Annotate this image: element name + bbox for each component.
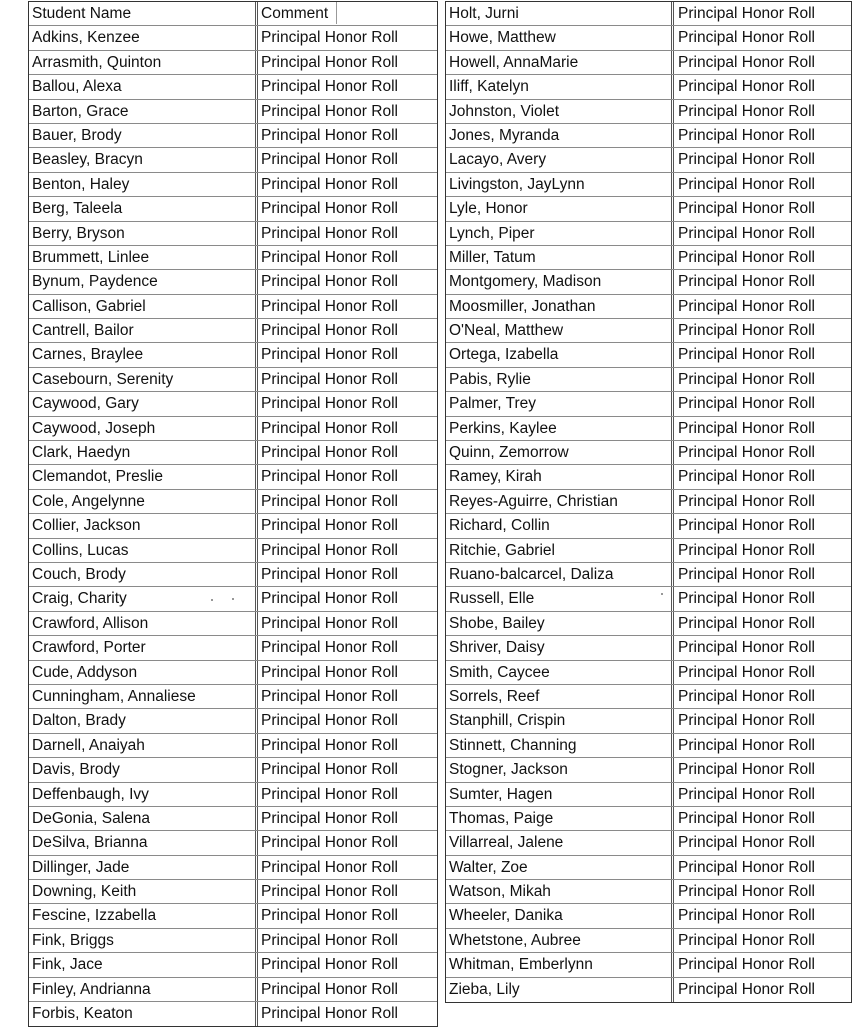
table-row [29,100,437,124]
student-name-cell: Reyes-Aguirre, Christian [446,490,674,513]
comment-cell: Principal Honor Roll [261,1005,398,1023]
table-row [29,75,437,99]
table-row [446,661,851,685]
scan-speck [661,593,663,595]
student-name-cell: Clark, Haedyn [29,441,258,464]
comment-cell: Principal Honor Roll [261,687,398,705]
student-name-cell: Villarreal, Jalene [446,831,674,854]
comment-cell: Principal Honor Roll [261,809,398,827]
student-name-cell: Iliff, Katelyn [446,75,674,98]
table-row [29,734,437,758]
header-comment-label: Comment [261,2,337,24]
comment-cell: Principal Honor Roll [678,78,815,96]
comment-cell: Principal Honor Roll [678,712,815,730]
student-name-cell: Whitman, Emberlynn [446,953,674,976]
student-name-cell: Cole, Angelynne [29,490,258,513]
comment-cell: Principal Honor Roll [678,883,815,901]
student-name-cell: Cantrell, Bailor [29,319,258,342]
table-row [29,831,437,855]
student-name-cell: Zieba, Lily [446,978,674,1002]
comment-cell: Principal Honor Roll [678,297,815,315]
comment-cell: Principal Honor Roll [678,492,815,510]
table-row [446,685,851,709]
table-row [29,880,437,904]
student-name-cell: Lacayo, Avery [446,148,674,171]
table-row [29,539,437,563]
student-name-cell: Finley, Andrianna [29,978,258,1001]
table-row [446,417,851,441]
student-name-cell: Shriver, Daisy [446,636,674,659]
comment-cell: Principal Honor Roll [261,907,398,925]
scan-speck [211,599,213,601]
comment-cell: Principal Honor Roll [678,370,815,388]
table-row [29,343,437,367]
comment-cell: Principal Honor Roll [678,590,815,608]
student-name-cell: Cude, Addyson [29,661,258,684]
comment-cell: Principal Honor Roll [678,248,815,266]
student-name-cell: Ruano-balcarcel, Daliza [446,563,674,586]
table-row [446,197,851,221]
student-name-cell: Sorrels, Reef [446,685,674,708]
table-row [446,807,851,831]
student-name-cell: Shobe, Bailey [446,612,674,635]
table-row [446,612,851,636]
table-row [446,148,851,172]
table-row [29,807,437,831]
comment-cell: Principal Honor Roll [678,322,815,340]
comment-cell: Principal Honor Roll [261,419,398,437]
table-row [29,26,437,50]
student-name-cell: Watson, Mikah [446,880,674,903]
comment-cell: Principal Honor Roll [261,712,398,730]
student-name-cell: Berry, Bryson [29,222,258,245]
comment-cell: Principal Honor Roll [261,785,398,803]
comment-cell: Principal Honor Roll [261,29,398,47]
table-row [446,734,851,758]
comment-cell: Principal Honor Roll [261,883,398,901]
table-row [446,929,851,953]
comment-cell: Principal Honor Roll [261,346,398,364]
table-row [29,148,437,172]
table-header-row [29,2,437,26]
comment-cell: Principal Honor Roll [261,956,398,974]
table-row [446,270,851,294]
table-row [446,295,851,319]
table-row [29,709,437,733]
comment-cell: Principal Honor Roll [678,468,815,486]
table-row [446,246,851,270]
student-name-cell: DeSilva, Brianna [29,831,258,854]
table-row [29,612,437,636]
table-row [446,831,851,855]
student-name-cell: Forbis, Keaton [29,1002,258,1026]
table-row [29,904,437,928]
student-name-cell: Clemandot, Preslie [29,465,258,488]
table-row [446,392,851,416]
student-name-cell: Walter, Zoe [446,856,674,879]
student-name-cell: Davis, Brody [29,758,258,781]
comment-cell: Principal Honor Roll [261,663,398,681]
table-row [29,270,437,294]
table-row [29,222,437,246]
comment-cell: Principal Honor Roll [678,761,815,779]
student-name-cell: Deffenbaugh, Ivy [29,783,258,806]
comment-cell: Principal Honor Roll [261,834,398,852]
student-name-cell: Smith, Caycee [446,661,674,684]
comment-cell: Principal Honor Roll [678,614,815,632]
comment-cell: Principal Honor Roll [678,29,815,47]
student-name-cell: Collins, Lucas [29,539,258,562]
student-name-cell: O'Neal, Matthew [446,319,674,342]
table-row [29,978,437,1002]
student-name-cell: Crawford, Allison [29,612,258,635]
comment-cell: Principal Honor Roll [678,809,815,827]
student-name-cell: Montgomery, Madison [446,270,674,293]
comment-cell: Principal Honor Roll [678,175,815,193]
student-name-cell: Howell, AnnaMarie [446,51,674,74]
student-name-cell: Johnston, Violet [446,100,674,123]
student-name-cell: Caywood, Gary [29,392,258,415]
student-name-cell: Russell, Elle [446,587,674,610]
student-name-cell: Crawford, Porter [29,636,258,659]
student-name-cell: Carnes, Braylee [29,343,258,366]
table-row [446,173,851,197]
scan-speck [232,598,234,600]
comment-cell: Principal Honor Roll [261,736,398,754]
table-row [446,880,851,904]
student-name-cell: Beasley, Bracyn [29,148,258,171]
table-row [29,197,437,221]
student-name-cell: Stinnett, Channing [446,734,674,757]
student-name-cell: Dillinger, Jade [29,856,258,879]
comment-cell: Principal Honor Roll [678,395,815,413]
student-name-cell: Dalton, Brady [29,709,258,732]
table-row [446,2,851,26]
student-name-cell: Ballou, Alexa [29,75,258,98]
comment-cell: Principal Honor Roll [261,151,398,169]
student-name-cell: DeGonia, Salena [29,807,258,830]
table-row [29,368,437,392]
table-row [29,929,437,953]
table-row [446,904,851,928]
table-row [446,26,851,50]
student-name-cell: Darnell, Anaiyah [29,734,258,757]
table-row [29,392,437,416]
student-name-cell: Palmer, Trey [446,392,674,415]
student-name-cell: Wheeler, Danika [446,904,674,927]
comment-cell: Principal Honor Roll [261,102,398,120]
table-row [29,953,437,977]
comment-cell: Principal Honor Roll [678,444,815,462]
student-name-cell: Arrasmith, Quinton [29,51,258,74]
comment-cell: Principal Honor Roll [678,931,815,949]
table-row [446,319,851,343]
table-row [446,783,851,807]
table-row [29,685,437,709]
comment-cell: Principal Honor Roll [261,126,398,144]
comment-cell: Principal Honor Roll [261,273,398,291]
student-name-cell: Craig, Charity [29,587,258,610]
student-name-cell: Fink, Jace [29,953,258,976]
student-name-cell: Brummett, Linlee [29,246,258,269]
student-name-cell: Downing, Keith [29,880,258,903]
table-row [29,124,437,148]
header-student-name: Student Name [29,2,258,25]
comment-cell: Principal Honor Roll [261,639,398,657]
student-name-cell: Couch, Brody [29,563,258,586]
student-name-cell: Casebourn, Serenity [29,368,258,391]
table-row [446,856,851,880]
table-row [29,514,437,538]
comment-cell: Principal Honor Roll [678,541,815,559]
comment-cell: Principal Honor Roll [678,834,815,852]
student-name-cell: Berg, Taleela [29,197,258,220]
table-row [446,514,851,538]
table-row [446,978,851,1002]
student-name-cell: Lynch, Piper [446,222,674,245]
comment-cell: Principal Honor Roll [678,419,815,437]
table-row [446,636,851,660]
comment-cell: Principal Honor Roll [261,468,398,486]
table-row [446,563,851,587]
table-row [446,222,851,246]
table-row [29,1002,437,1026]
honor-roll-table-right [445,1,852,1003]
student-name-cell: Benton, Haley [29,173,258,196]
table-row [446,587,851,611]
table-row [29,173,437,197]
comment-cell: Principal Honor Roll [261,370,398,388]
student-name-cell: Moosmiller, Jonathan [446,295,674,318]
honor-roll-table-left [28,1,438,1027]
table-row [446,343,851,367]
comment-cell: Principal Honor Roll [261,248,398,266]
student-name-cell: Sumter, Hagen [446,783,674,806]
comment-cell: Principal Honor Roll [261,78,398,96]
student-name-cell: Perkins, Kaylee [446,417,674,440]
comment-cell: Principal Honor Roll [261,200,398,218]
comment-cell: Principal Honor Roll [678,980,815,998]
table-row [29,417,437,441]
student-name-cell: Ortega, Izabella [446,343,674,366]
table-row [29,783,437,807]
student-name-cell: Caywood, Joseph [29,417,258,440]
student-name-cell: Stogner, Jackson [446,758,674,781]
table-row [29,490,437,514]
student-name-cell: Bauer, Brody [29,124,258,147]
comment-cell: Principal Honor Roll [261,492,398,510]
comment-cell: Principal Honor Roll [261,858,398,876]
comment-cell: Principal Honor Roll [678,907,815,925]
comment-cell: Principal Honor Roll [678,639,815,657]
comment-cell: Principal Honor Roll [678,200,815,218]
comment-cell: Principal Honor Roll [261,541,398,559]
table-row [29,441,437,465]
comment-cell: Principal Honor Roll [678,273,815,291]
table-row [446,368,851,392]
comment-cell: Principal Honor Roll [261,53,398,71]
comment-cell: Principal Honor Roll [678,687,815,705]
comment-cell: Principal Honor Roll [678,517,815,535]
comment-cell: Principal Honor Roll [678,346,815,364]
comment-cell: Principal Honor Roll [678,5,815,22]
student-name-cell: Collier, Jackson [29,514,258,537]
comment-cell: Principal Honor Roll [678,785,815,803]
table-row [446,758,851,782]
table-row [446,539,851,563]
table-row [446,465,851,489]
comment-cell: Principal Honor Roll [261,175,398,193]
student-name-cell: Livingston, JayLynn [446,173,674,196]
student-name-cell: Holt, Jurni [446,2,674,25]
comment-cell: Principal Honor Roll [678,565,815,583]
comment-cell: Principal Honor Roll [678,102,815,120]
comment-cell: Principal Honor Roll [261,565,398,583]
student-name-cell: Ritchie, Gabriel [446,539,674,562]
table-row [29,758,437,782]
table-row [446,709,851,733]
comment-cell: Principal Honor Roll [678,736,815,754]
student-name-cell: Lyle, Honor [446,197,674,220]
student-name-cell: Fink, Briggs [29,929,258,952]
student-name-cell: Whetstone, Aubree [446,929,674,952]
table-row [29,563,437,587]
table-row [29,661,437,685]
comment-cell: Principal Honor Roll [261,517,398,535]
comment-cell: Principal Honor Roll [261,395,398,413]
comment-cell: Principal Honor Roll [678,956,815,974]
comment-cell: Principal Honor Roll [678,151,815,169]
table-row [446,51,851,75]
student-name-cell: Richard, Collin [446,514,674,537]
header-comment [258,2,437,25]
student-name-cell: Ramey, Kirah [446,465,674,488]
comment-cell: Principal Honor Roll [678,224,815,242]
student-name-cell: Adkins, Kenzee [29,26,258,49]
student-name-cell: Jones, Myranda [446,124,674,147]
comment-cell: Principal Honor Roll [678,53,815,71]
table-row [446,124,851,148]
student-name-cell: Barton, Grace [29,100,258,123]
comment-cell: Principal Honor Roll [261,590,398,608]
table-row [446,490,851,514]
comment-cell: Principal Honor Roll [261,297,398,315]
student-name-cell: Howe, Matthew [446,26,674,49]
table-row [446,75,851,99]
comment-cell: Principal Honor Roll [261,322,398,340]
comment-cell: Principal Honor Roll [261,980,398,998]
comment-cell: Principal Honor Roll [261,931,398,949]
table-row [446,953,851,977]
student-name-cell: Bynum, Paydence [29,270,258,293]
comment-cell: Principal Honor Roll [678,126,815,144]
table-row [446,100,851,124]
student-name-cell: Fescine, Izzabella [29,904,258,927]
comment-cell: Principal Honor Roll [261,614,398,632]
student-name-cell: Pabis, Rylie [446,368,674,391]
student-name-cell: Cunningham, Annaliese [29,685,258,708]
table-row [29,465,437,489]
student-name-cell: Miller, Tatum [446,246,674,269]
comment-cell: Principal Honor Roll [678,663,815,681]
comment-cell: Principal Honor Roll [261,224,398,242]
table-row [29,246,437,270]
table-row [29,636,437,660]
table-row [29,856,437,880]
comment-cell: Principal Honor Roll [261,444,398,462]
comment-cell: Principal Honor Roll [261,761,398,779]
table-row [29,319,437,343]
student-name-cell: Callison, Gabriel [29,295,258,318]
student-name-cell: Stanphill, Crispin [446,709,674,732]
table-row [446,441,851,465]
comment-cell: Principal Honor Roll [678,858,815,876]
table-row [29,295,437,319]
student-name-cell: Thomas, Paige [446,807,674,830]
table-row [29,51,437,75]
student-name-cell: Quinn, Zemorrow [446,441,674,464]
